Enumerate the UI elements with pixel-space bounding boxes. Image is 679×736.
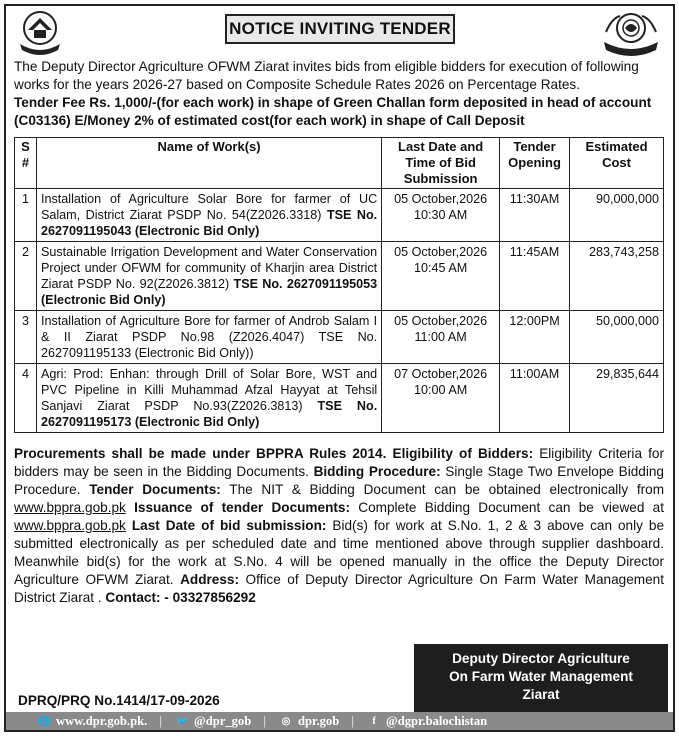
work-tse: TSE No. 2627091195053 (Electronic Bid Only): [40, 277, 378, 307]
works-table: [14, 137, 664, 433]
row-sn: 2: [15, 242, 37, 311]
instagram-icon: ◎: [281, 715, 291, 727]
signature-line-3: Ziarat: [522, 687, 560, 702]
bid-date: 07 October,2026: [394, 367, 488, 381]
footer-twitter-text: @dpr_gob: [194, 713, 252, 728]
table-header-row: [15, 138, 664, 189]
govt-emblem-icon: [14, 10, 66, 58]
bid-time: 10:00 AM: [414, 383, 468, 397]
table-row: [15, 311, 664, 364]
footer-website[interactable]: [36, 714, 147, 729]
footer-facebook-text: @dgpr.balochistan: [385, 713, 488, 728]
eligibility-label: Eligibility of Bidders:: [392, 446, 534, 461]
last-date-text: Bid(s) for work at S.No. 1, 2 & 3 above can only be submitted electronically as per scheduled date and time mentioned above through supplier dashboard. Meanwhile bid(s) for the work at S.No. 4 will be opened manually in the office the Deputy Director Agriculture OFWM Ziarat.: [14, 518, 665, 587]
issuance-text: Complete Bidding Document can be viewed at: [358, 500, 664, 515]
notice-title-box: [225, 14, 455, 44]
bid-time: 10:45 AM: [414, 261, 468, 275]
procedure-text: Single Stage Two Envelope Bidding Procedure.: [14, 464, 664, 497]
footer-separator: |: [159, 713, 163, 728]
footer-bar: [6, 712, 673, 730]
work-name: Installation of Agriculture Bore for farmer of Androb Salam I & II Ziarat PSDP No.98 (Z2026.4047) TSE No. 2627091195133 (Electronic Bid Only)): [40, 314, 378, 360]
table-row: [15, 189, 664, 242]
bppra-link[interactable]: www.bppra.gob.pk: [14, 500, 126, 515]
footer-twitter[interactable]: [174, 714, 251, 729]
bid-time: 11:00 AM: [414, 330, 467, 344]
issuance-label: Issuance of tender Documents:: [134, 500, 350, 515]
bid-date: 05 October,2026: [394, 314, 488, 328]
row-name: [36, 311, 381, 364]
contact-label: Contact: -: [105, 590, 169, 605]
work-name: Agri: Prod: Enhan: through Drill of Solar Bore, WST and PVC Pipeline in Killi Muhammad Afzal Hayyat at Tehsil Sanjavi Ziarat PSDP No.93(Z2026.3813): [40, 367, 378, 413]
header-name: Name of Work(s): [36, 138, 381, 189]
address-text: Office of Deputy Director Agriculture On Farm Water Management District Ziarat .: [14, 572, 665, 605]
row-cost: 50,000,000: [570, 311, 664, 364]
header-opening: Tender Opening: [500, 138, 570, 189]
row-opening: 11:30AM: [500, 189, 570, 242]
bppra-link-2[interactable]: www.bppra.gob.pk: [14, 518, 126, 533]
table-row: [15, 364, 664, 433]
row-cost: 29,835,644: [570, 364, 664, 433]
row-opening: 11:00AM: [500, 364, 570, 433]
row-name: [36, 364, 381, 433]
tender-details: [14, 445, 664, 607]
footer-facebook[interactable]: [366, 714, 487, 729]
row-date: [382, 242, 500, 311]
procurement-rules: Procurements shall be made under BPPRA Rules 2014.: [14, 446, 387, 461]
table-row: [15, 242, 664, 311]
work-tse: TSE No. 2627091195043 (Electronic Bid Only): [40, 208, 378, 238]
notice-title: NOTICE INVITING TENDER: [229, 19, 451, 38]
twitter-icon: 🐦: [175, 715, 189, 727]
procedure-label: Bidding Procedure:: [313, 464, 441, 479]
signature-block: [414, 644, 668, 712]
contact-number: 03327856292: [172, 590, 256, 605]
address-label: Address:: [180, 572, 239, 587]
footer-website-text: www.dpr.gob.pk.: [56, 713, 148, 728]
footer-instagram[interactable]: [278, 714, 339, 729]
row-sn: 1: [15, 189, 37, 242]
signature-line-1: Deputy Director Agriculture: [452, 651, 630, 666]
row-cost: 90,000,000: [570, 189, 664, 242]
intro-text: The Deputy Director Agriculture OFWM Ziarat invites bids from eligible bidders for execution of following works for the years 2026-27 based on Composite Schedule Rates 2026 on Percentage Rates.: [14, 59, 639, 92]
row-opening: 12:00PM: [500, 311, 570, 364]
row-date: [382, 189, 500, 242]
documents-label: Tender Documents:: [89, 482, 221, 497]
facebook-icon: f: [372, 715, 376, 727]
footer-separator: |: [263, 713, 267, 728]
footer-separator: |: [351, 713, 354, 728]
globe-icon: 🌐: [37, 715, 51, 727]
row-date: [382, 364, 500, 433]
row-opening: 11:45AM: [500, 242, 570, 311]
row-cost: 283,743,258: [570, 242, 664, 311]
ofwm-emblem-icon: [600, 10, 662, 58]
work-tse: TSE No. 2627091195173 (Electronic Bid Only): [40, 399, 378, 429]
work-name: Sustainable Irrigation Development and Water Conservation Project under OFWM for community of Kharjin area District Ziarat PSDP No. 92(Z2026.3812): [40, 245, 378, 291]
row-sn: 3: [15, 311, 37, 364]
row-name: [36, 242, 381, 311]
eligibility-text: Eligibility Criteria for bidders may be seen in the Bidding Documents.: [14, 446, 664, 479]
row-name: [36, 189, 381, 242]
header-sn: S #: [15, 138, 37, 189]
bid-date: 05 October,2026: [394, 245, 488, 259]
header-last-date: Last Date and Time of Bid Submission: [382, 138, 500, 189]
bid-time: 10:30 AM: [414, 208, 468, 222]
work-name: Installation of Agriculture Solar Bore for farmer of UC Salam, District Ziarat PSDP No. 54(Z2026.3318): [40, 192, 378, 222]
bid-date: 05 October,2026: [394, 192, 488, 206]
tender-fee-text: Tender Fee Rs. 1,000/-(for each work) in shape of Green Challan form deposited in head of account (C03136) E/Money 2% of estimated cost(for each work) in shape of Call Deposit: [14, 95, 652, 128]
documents-text: The NIT & Bidding Document can be obtained electronically from: [229, 482, 665, 497]
last-date-label: Last Date of bid submission:: [131, 518, 327, 533]
row-sn: 4: [15, 364, 37, 433]
footer-instagram-text: dpr.gob: [298, 713, 340, 728]
signature-line-2: On Farm Water Management: [449, 669, 633, 684]
notice-intro: [14, 58, 664, 130]
header-cost: Estimated Cost: [570, 138, 664, 189]
reference-number: DPRQ/PRQ No.1414/17-09-2026: [18, 693, 220, 708]
row-date: [382, 311, 500, 364]
